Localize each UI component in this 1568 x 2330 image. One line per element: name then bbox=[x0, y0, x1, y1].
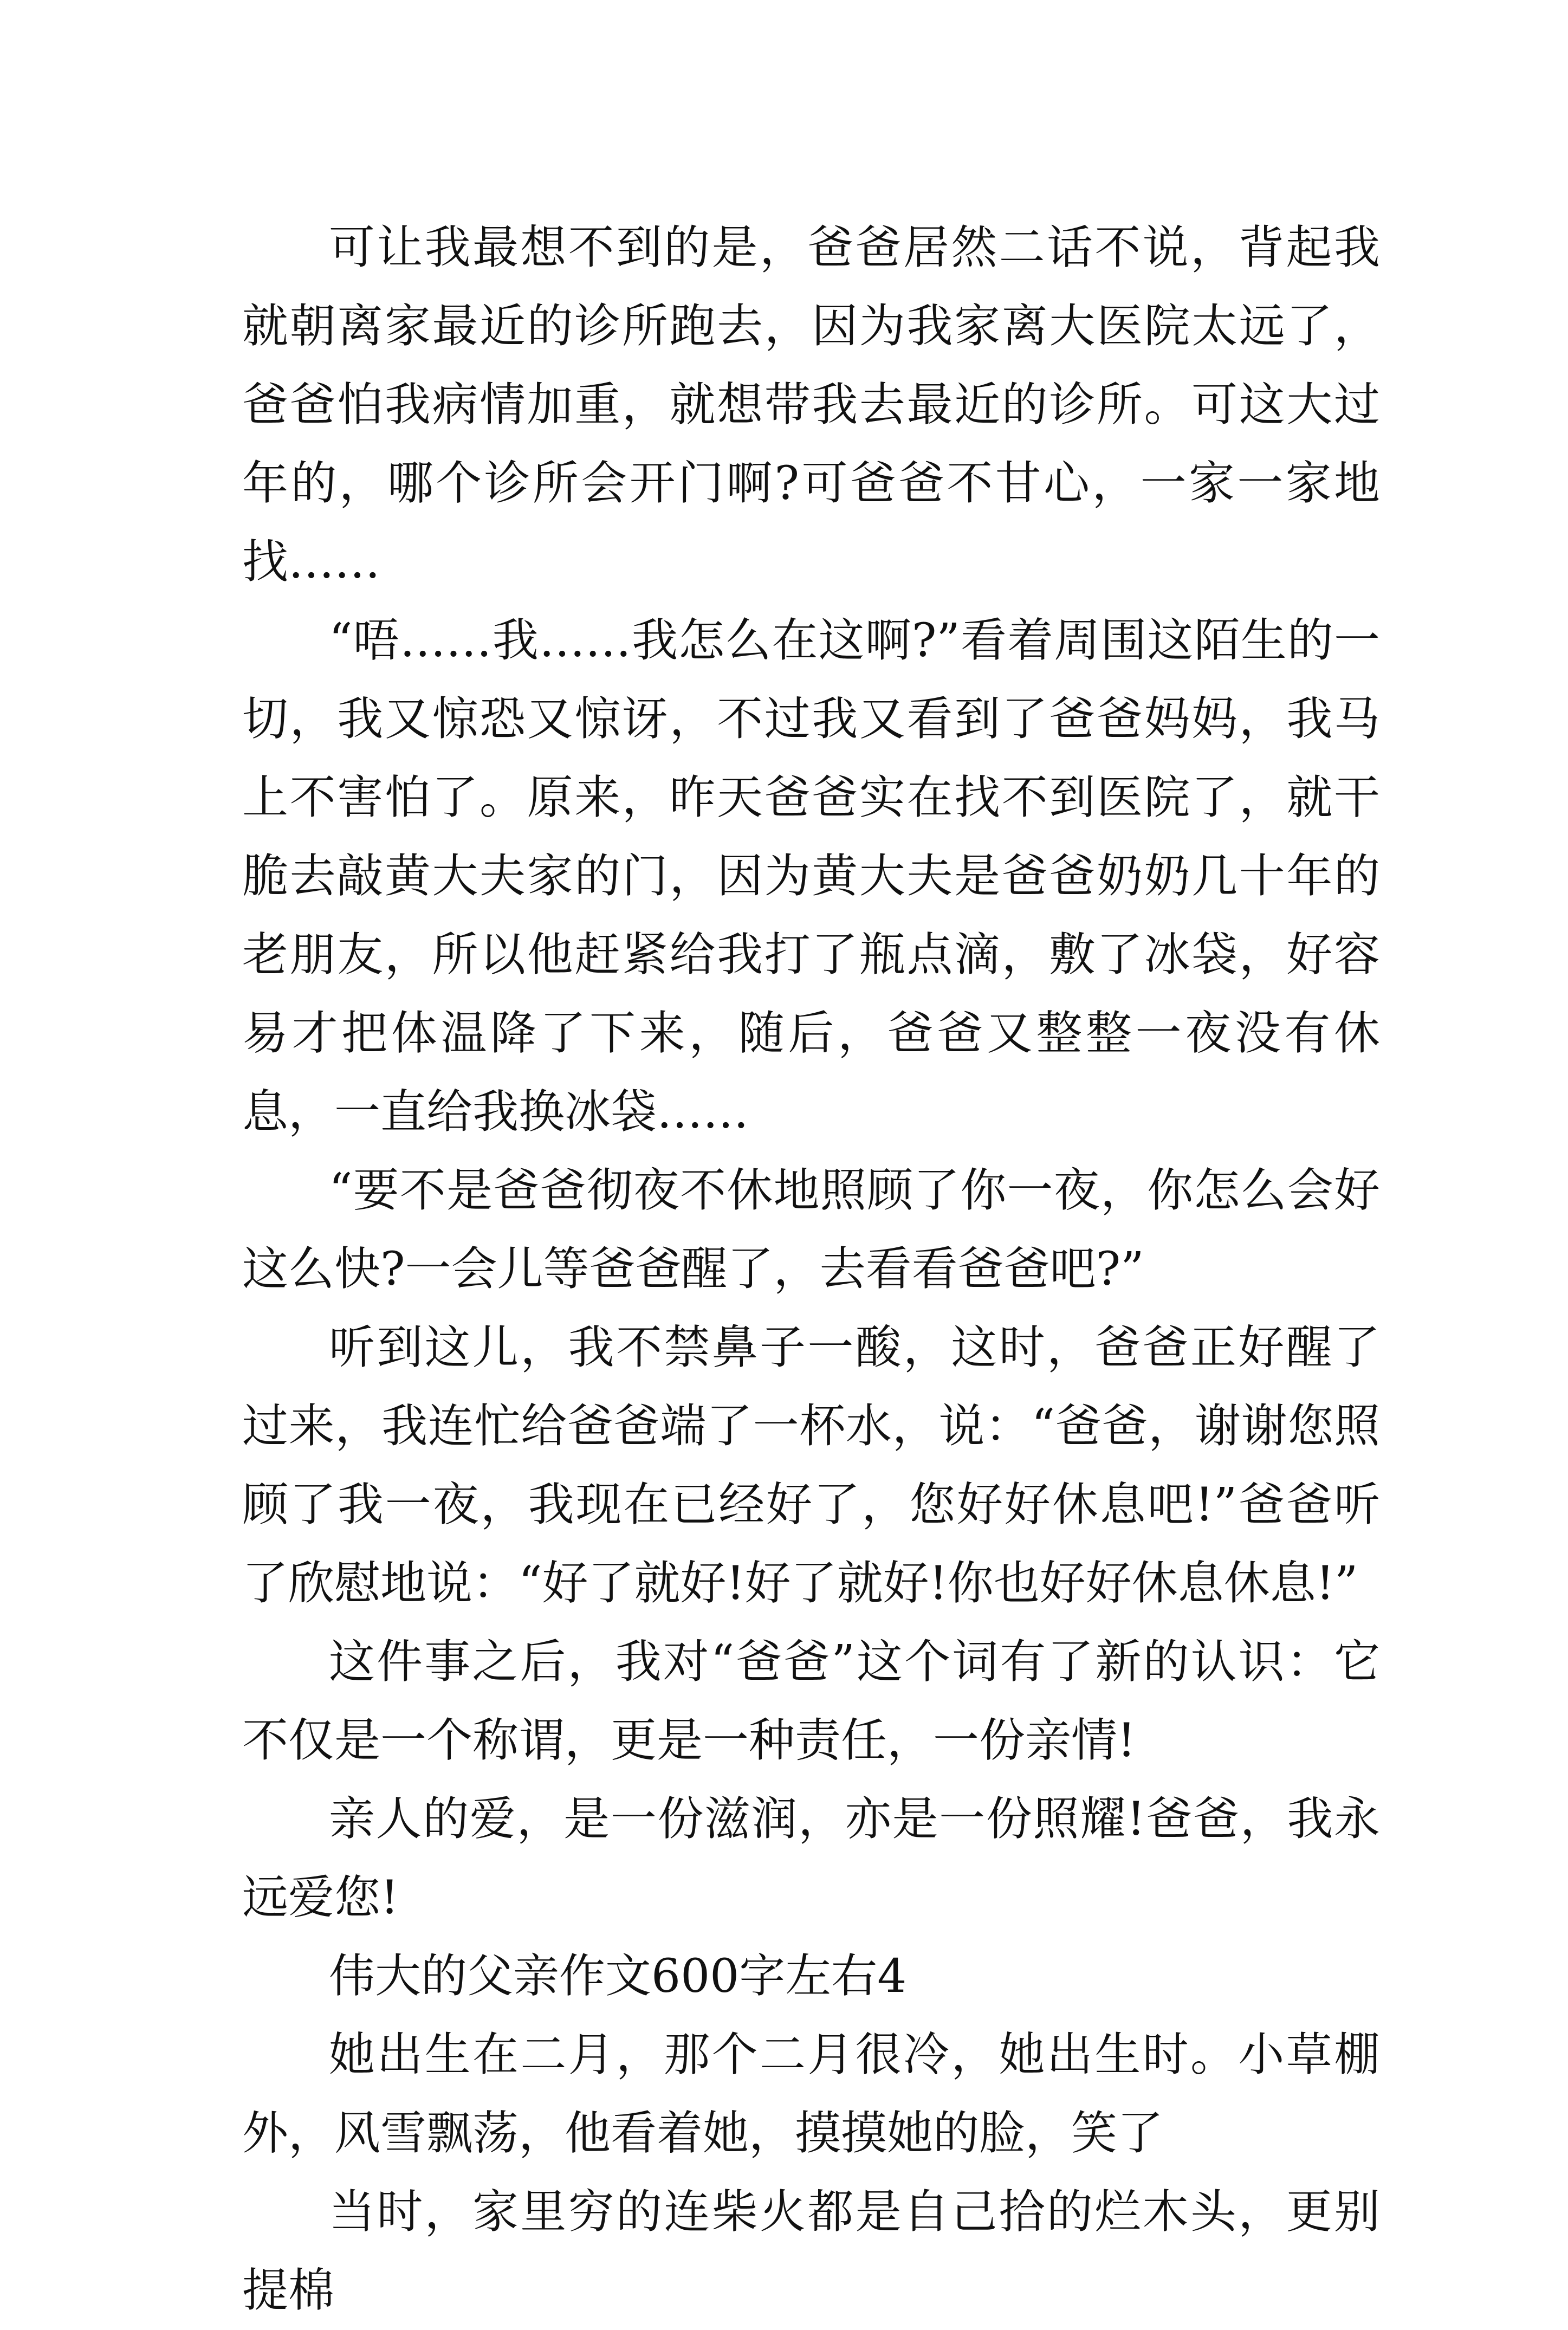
paragraph-2: “唔……我……我怎么在这啊?”看着周围这陌生的一切，我又惊恐又惊讶，不过我又看到了爸爸妈妈，我马上不害怕了。原来，昨天爸爸实在找不到医院了，就干脆去敲黄大夫家的门，因为黄大夫是爸爸奶奶几十年的老朋友，所以他赶紧给我打了瓶点滴，敷了冰袋，好容易才把体温降了下来，随后，爸爸又整整一夜没有休息，一直给我换冰袋…… bbox=[242, 614, 1380, 1139]
paragraph-8: 当时，家里穷的连柴火都是自己拾的烂木头，更别提棉 bbox=[242, 2185, 1380, 2318]
paragraph-6: 亲人的爱，是一份滋润，亦是一份照耀!爸爸，我永远爱您! bbox=[242, 1792, 1380, 1925]
document-body bbox=[242, 209, 1380, 2330]
paragraph-1: 可让我最想不到的是，爸爸居然二话不说，背起我就朝离家最近的诊所跑去，因为我家离大医院太远了，爸爸怕我病情加重，就想带我去最近的诊所。可这大过年的，哪个诊所会开门啊?可爸爸不甘心，一家一家地找…… bbox=[242, 221, 1380, 589]
paragraph-5: 这件事之后，我对“爸爸”这个词有了新的认识：它不仅是一个称谓，更是一种责任，一份亲情! bbox=[242, 1635, 1380, 1768]
paragraph-7: 她出生在二月，那个二月很冷，她出生时。小草棚外，风雪飘荡，他看着她，摸摸她的脸，笑了 bbox=[242, 2028, 1380, 2160]
paragraph-4: 听到这儿，我不禁鼻子一酸，这时，爸爸正好醒了过来，我连忙给爸爸端了一杯水，说：“爸爸，谢谢您照顾了我一夜，我现在已经好了，您好好休息吧!”爸爸听了欣慰地说：“好了就好!好了就好!你也好好休息休息!” bbox=[242, 1321, 1380, 1610]
paragraph-3: “要不是爸爸彻夜不休地照顾了你一夜，你怎么会好这么快?一会儿等爸爸醒了，去看看爸爸吧?” bbox=[242, 1164, 1380, 1296]
section-heading: 伟大的父亲作文600字左右4 bbox=[329, 1950, 907, 2003]
